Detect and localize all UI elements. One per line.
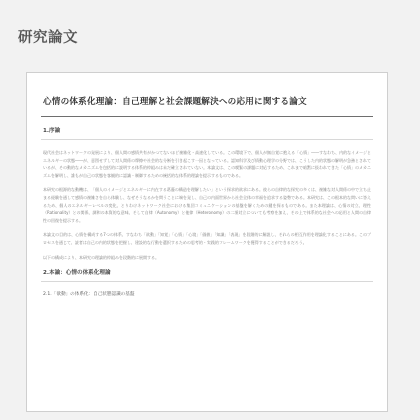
section-1-paragraph: 以下の構成により、本研究の理論的枠組みを段階的に展開する。 — [43, 254, 159, 260]
section-1-heading: 1.序論 — [43, 128, 61, 134]
paper-title: 心情の体系化理論：自己理解と社会課題解決への応用に関する論文 — [43, 97, 307, 107]
section-2-1-heading: 2.1.「欲動」の体系化：自己状態認識の基盤 — [43, 292, 135, 298]
title-divider — [41, 116, 373, 117]
section-2-divider — [41, 281, 373, 282]
section-1-divider — [41, 139, 373, 140]
section-1-paragraph: 現代社会はネットワークの発展により、個人間の感情共有がかつてないほど複雑化・高速化している。この環境下で、個人が無自覚に抱える「心情」――すなわち、内的なイメージとエネルギーの状態――が、意図せずして対人関係の摩擦や社会的な分断を引き起こす一因となっている。認知科学及び情動心理学の分野では、こうした内的状態の解明が急務とされているが、その動的なメカニズムを包括的に説明する体系的枠組みは未だ確立されていない。本論文は、この喫緊の課題に対応するため、これまで暗黙に扱われてきた「心情」のメカニズムを解明し、誰もが自己の状態を客観的に認識・制御するための統括的な体系的理論を提示するものである。 — [43, 150, 371, 178]
page-heading: 研究論文 — [18, 30, 78, 46]
paper-card — [26, 72, 388, 412]
section-1-paragraph: 本研究の根源的な動機は、「個人のイメージとエネルギーに内在する葛藤の構造を理解したい」という探求的欲求にある。彼らの自律的な探究の多くは、複雑な対人関係の中で立ち止まる経験を通して感情の複雑さを自ら体験し、なぜそうなるかを問うことに端を発し、自己の内面世界から社会全体の幸福を追求する姿勢である。本研究は、この根本的な問いに答えるため、個人のエネルギーレベルの変化、とりわけネットワーク社会における集団コミュニケーションの基盤を解くための鍵を探るものである。また本理論は、心情の対立、理性（Rationality）との関係、調和の本質的な意味、そして自律（Autonomy）と他律（Heteronomy）の二項対立についても考察を加え、その上で体系的な社会への応用と人間の自律性の回復を提示する。 — [43, 187, 371, 223]
section-1-paragraph: 本論文の目的は、心情を構成する7つの体系、すなわち「欲動」「知覚」「心情」「心境」「価値」「知識」「表現」を段階的に解説し、それらの相互作用を理論化することにある。このプロセスを通じて、読者は自己の内的状態を把握し、建設的な行動を選択するための思考的・実践的フレームワークを獲得することができるだろう。 — [43, 232, 371, 245]
section-2-heading: 2.本論：心情の体系化理論 — [43, 270, 111, 277]
